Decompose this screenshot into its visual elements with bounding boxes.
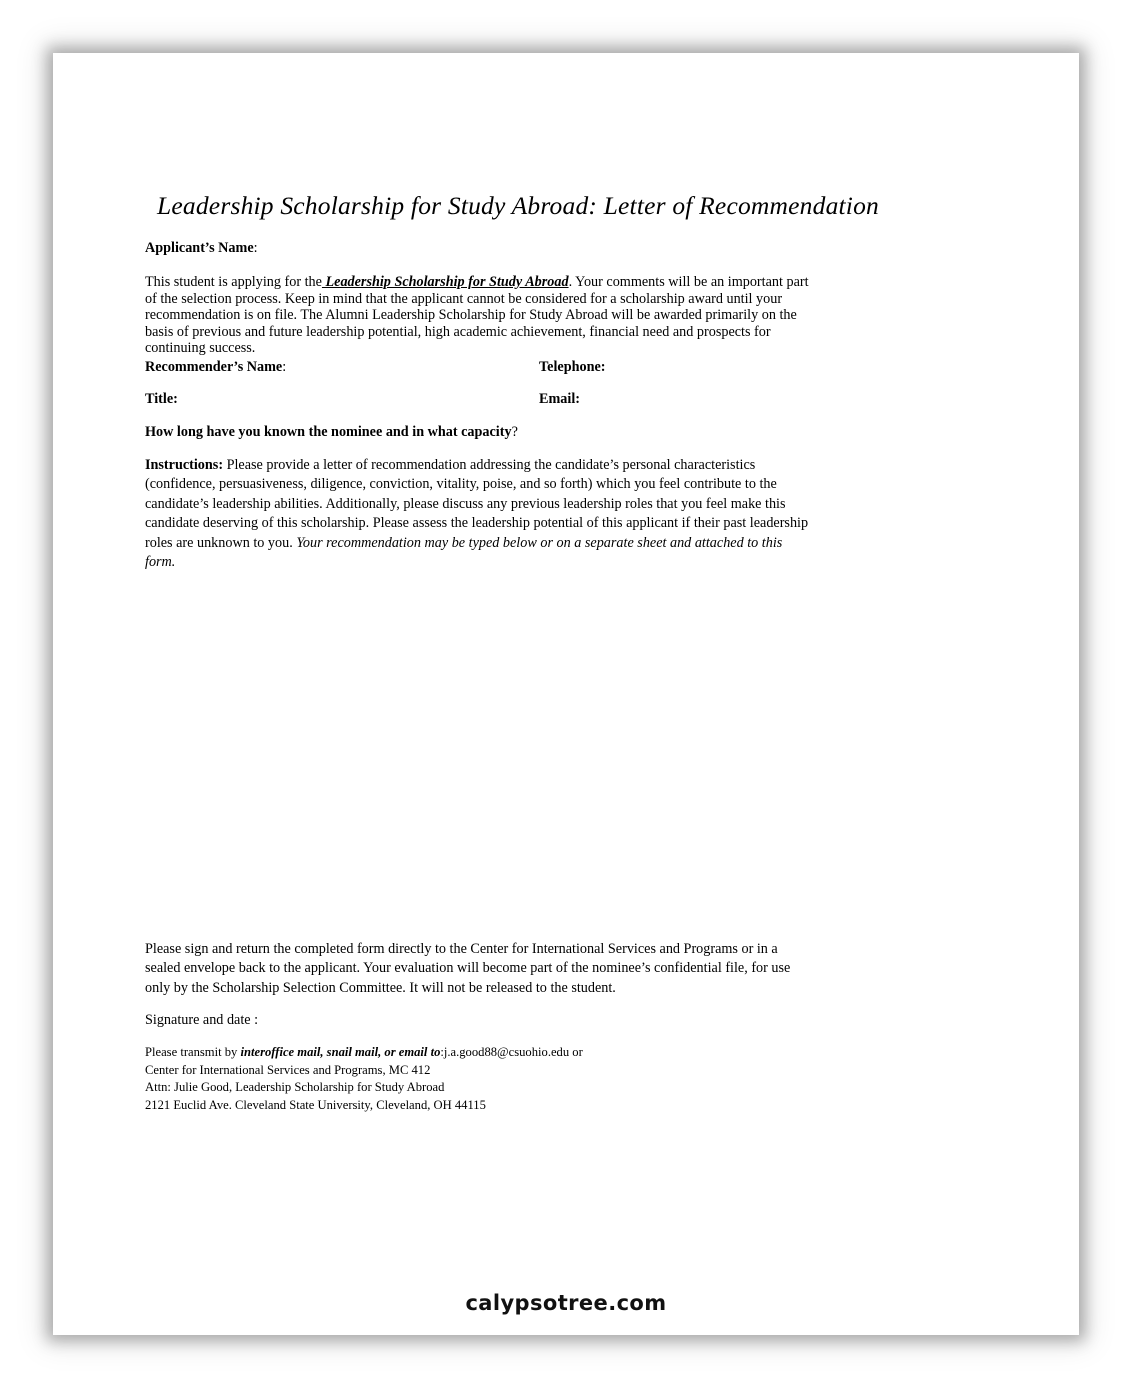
applicant-name-field[interactable]: [145, 240, 258, 257]
intro-line-4: basis of previous and future leadership potential, high academic achievement, financial need and prospects for: [145, 323, 771, 340]
applicant-name-colon: :: [253, 240, 258, 256]
transmit-line-3: Attn: Julie Good, Leadership Scholarship for Study Abroad: [145, 1080, 445, 1095]
transmit-methods: interoffice mail, snail mail, or email to: [240, 1045, 441, 1059]
instructions-line-1: [145, 456, 935, 475]
recommender-name-colon: :: [282, 359, 287, 375]
closing-line-1: Please sign and return the completed form directly to the Center for International Services and Programs or in a: [145, 941, 778, 957]
known-duration-question[interactable]: [145, 424, 518, 441]
intro-line-3: recommendation is on file. The Alumni Leadership Scholarship for Study Abroad will be awarded primarily on the: [145, 307, 797, 324]
signature-date-field[interactable]: Signature and date :: [145, 1012, 259, 1028]
transmit-email[interactable]: :j.a.good88@csuohio.edu or: [440, 1045, 583, 1059]
closing-paragraph: [145, 940, 945, 998]
intro-line-2: of the selection process. Keep in mind that the applicant cannot be considered for a scholarship award until your: [145, 290, 783, 307]
closing-line-3: only by the Scholarship Selection Committee. It will not be released to the student.: [145, 979, 616, 996]
document-title: Leadership Scholarship for Study Abroad: Letter of Recommendation: [157, 191, 879, 220]
instructions-line-5-regular: roles are unknown to you.: [145, 534, 297, 551]
transmit-line-4: 2121 Euclid Ave. Cleveland State University, Cleveland, OH 44115: [145, 1097, 486, 1112]
instructions-line-5-italic: Your recommendation may be typed below or on a separate sheet and attached to this: [296, 534, 783, 551]
transmit-line-2: Center for International Services and Programs, MC 412: [145, 1062, 431, 1077]
telephone-field[interactable]: Telephone:: [539, 359, 606, 375]
email-field[interactable]: Email:: [539, 391, 580, 407]
transmit-line-1: [145, 1044, 583, 1062]
intro-paragraph: [145, 274, 935, 357]
applicant-name-label: Applicant’s Name: [145, 240, 254, 256]
closing-line-2: sealed envelope back to the applicant. Your evaluation will become part of the nominee’s confidential file, for use: [145, 960, 791, 977]
instructions-line-5: [145, 534, 935, 553]
title-field[interactable]: Title:: [145, 391, 178, 407]
intro-line-1: [145, 274, 935, 291]
instructions-line-6: form.: [145, 554, 176, 571]
instructions-line-3: candidate’s leadership abilities. Additionally, please discuss any previous leadership roles that you feel make this: [145, 495, 786, 512]
instructions-line-2: (confidence, persuasiveness, diligence, conviction, vitality, poise, and so forth) which you feel contribute to the: [145, 476, 777, 493]
instructions-line-4: candidate deserving of this scholarship. Please assess the leadership potential of this applicant if their past leadership: [145, 515, 809, 532]
program-name: Leadership Scholarship for Study Abroad: [321, 274, 569, 290]
recommender-name-field[interactable]: [145, 359, 286, 376]
instructions-label: Instructions:: [145, 457, 224, 473]
recommender-name-label: Recommender’s Name: [145, 359, 283, 375]
instructions-line-1-text: Please provide a letter of recommendation addressing the candidate’s personal characteristics: [223, 457, 756, 473]
document-page: [53, 53, 1079, 1335]
instructions-paragraph: [145, 456, 935, 572]
known-duration-text: How long have you known the nominee and in what capacity: [145, 424, 512, 440]
intro-line-5: continuing success.: [145, 340, 256, 357]
transmit-prefix: Please transmit by: [145, 1045, 241, 1059]
intro-prefix: This student is applying for the: [145, 274, 322, 290]
question-mark: ?: [511, 424, 518, 440]
site-watermark: calypsotree.com: [465, 1291, 667, 1315]
transmit-instructions: [145, 1044, 583, 1114]
recommendation-letter-area[interactable]: [145, 593, 925, 923]
intro-suffix: . Your comments will be an important part: [568, 274, 809, 290]
